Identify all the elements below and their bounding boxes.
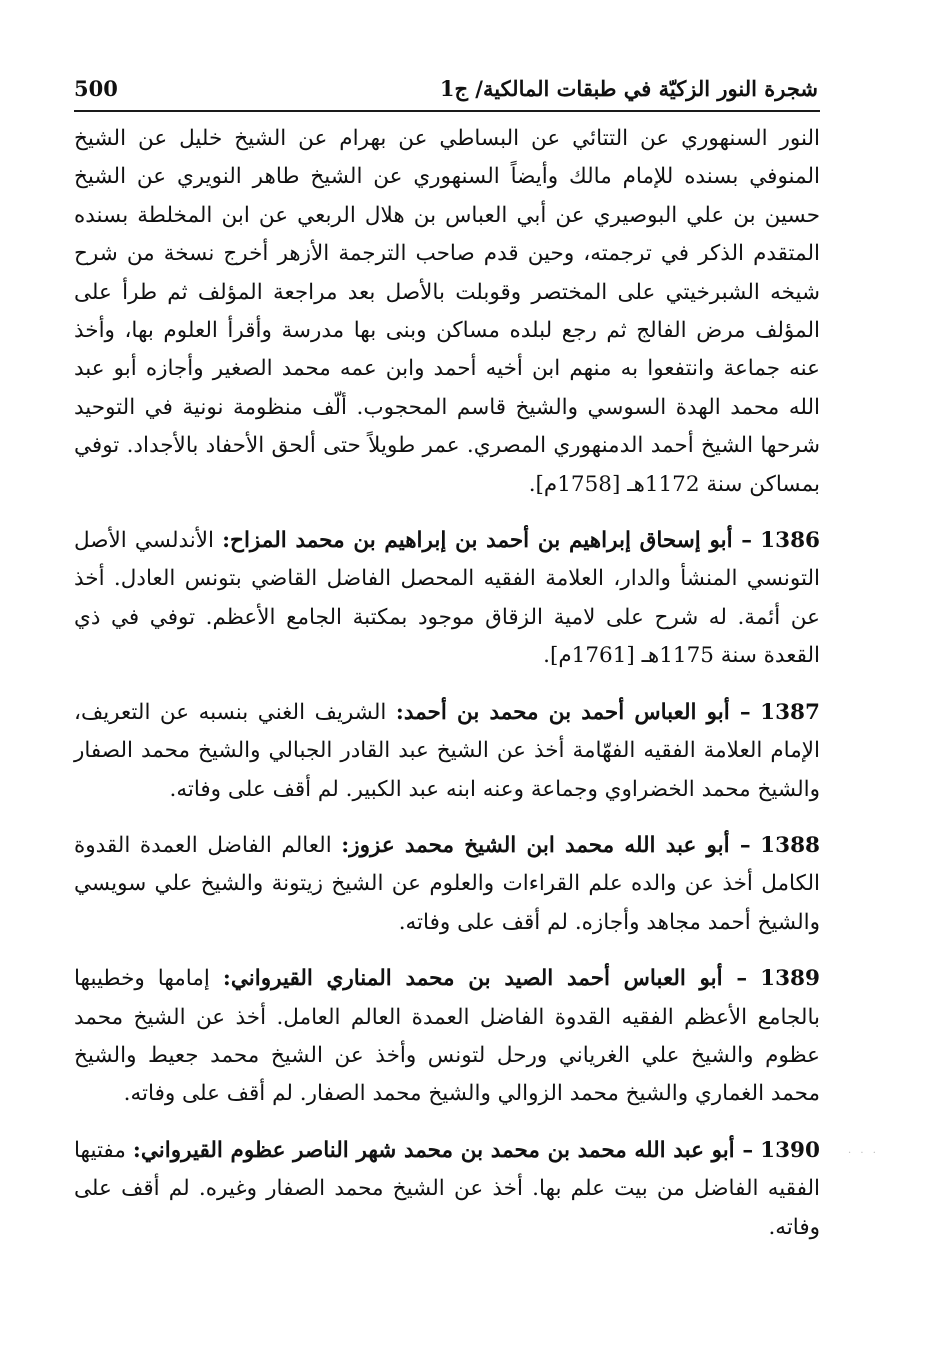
entry-text: مفتيها الفقيه الفاضل من بيت علم بها. أخذ عن الشيخ محمد الصفار وغيره. لم أقف على وفاته. (74, 1137, 820, 1240)
entry-number: 1388 (760, 832, 821, 858)
entry-number: 1386 (760, 528, 820, 554)
entry-text: العالم الفاضل العمدة القدوة الكامل أخذ عن والده علم القراءات والعلوم عن الشيخ زيتونة والشيخ علي سويسي والشيخ أحمد مجاهد وأجازه. لم أقف على وفاته. (74, 832, 820, 935)
biography-entry-1390 (74, 1132, 820, 1247)
page-number: 500 (74, 76, 118, 101)
running-title: شجرة النور الزكيّة في طبقات المالكية/ ج1 (439, 76, 818, 101)
entry-number: 1387 (760, 699, 820, 725)
scan-speckle: · · · (848, 1148, 879, 1159)
entry-heading: – أبو العباس أحمد بن محمد بن أحمد: (395, 699, 751, 725)
entry-text: الشريف الغني بنسبه عن التعريف، الإمام العلامة الفقيه الفهّامة أخذ عن الشيخ عبد القادر الجبالي والشيخ محمد الصفار والشيخ محمد الخضراوي وجماعة وعنه ابنه عبد الكبير. لم أقف على وفاته. (74, 699, 820, 802)
entry-text: إمامها وخطيبها بالجامع الأعظم الفقيه القدوة الفاضل العمدة العالم العامل. أخذ عن الشيخ محمد عظوم والشيخ علي الغرياني ورحل لتونس وأخذ عن الشيخ محمد جعيط والشيخ محمد الغماري والشيخ محمد الزوالي والشيخ محمد الصفار. لم أقف على وفاته. (74, 966, 820, 1107)
entry-heading: – أبو إسحاق إبراهيم بن أحمد بن إبراهيم بن محمد المزاح: (222, 528, 753, 554)
running-header (74, 74, 820, 112)
entry-heading: – أبو العباس أحمد الصيد بن محمد المناري القيرواني: (222, 966, 748, 992)
entry-number: 1389 (760, 966, 820, 992)
continued-paragraph: النور السنهوري عن التتائي عن البساطي عن بهرام عن الشيخ خليل عن الشيخ المنوفي بسنده للإمام مالك وأيضاً السنهوري عن الشيخ طاهر النويري عن الشيخ حسين بن علي البوصيري عن أبي العباس بن هلال الربعي عن ابن المخلطة بسنده المتقدم الذكر في ترجمته، وحين قدم صاحب الترجمة الأزهر أخرج نسخة من شرح شيخه الشبرخيتي على المختصر وقوبلت بالأصل بعد مراجعة المؤلف ثم طرأ على المؤلف مرض الفالج ثم رجع لبلده مساكن وبنى بها مدرسة وأقرأ العلوم بها، وأخذ عنه جماعة وانتفعوا به منهم ابن أخيه أحمد وابن عمه محمد الصغير وأجازه أبو عبد الله محمد الهدة السوسي والشيخ قاسم المحجوب. ألّف منظومة نونية في التوحيد شرحها الشيخ أحمد الدمنهوري المصري. عمر طويلاً حتى ألحق الأحفاد بالأجداد. توفي بمساكن سنة 1172هـ [1758م]. (74, 126, 820, 497)
entry-text: الأندلسي الأصل التونسي المنشأ والدار، العلامة الفقيه المحصل الفاضل القاضي بتونس العادل. أخذ عن أئمة. له شرح على لامية الزقاق موجود بمكتبة الجامع الأعظم. توفي في ذي القعدة سنة 1175هـ [1761م]. (74, 528, 820, 669)
biography-entry-1387 (74, 694, 820, 809)
biography-entry-1389 (74, 960, 820, 1114)
book-page (74, 74, 820, 1247)
entry-heading: – أبو عبد الله محمد ابن الشيخ محمد عزوز: (341, 832, 751, 858)
page-body (74, 120, 820, 1247)
entry-number: 1390 (760, 1137, 820, 1163)
biography-entry-1386 (74, 522, 820, 676)
entry-heading: – أبو عبد الله محمد بن محمد بن محمد شهر الناصر عظوم القيرواني: (132, 1137, 754, 1163)
biography-entry-1388 (74, 827, 820, 942)
